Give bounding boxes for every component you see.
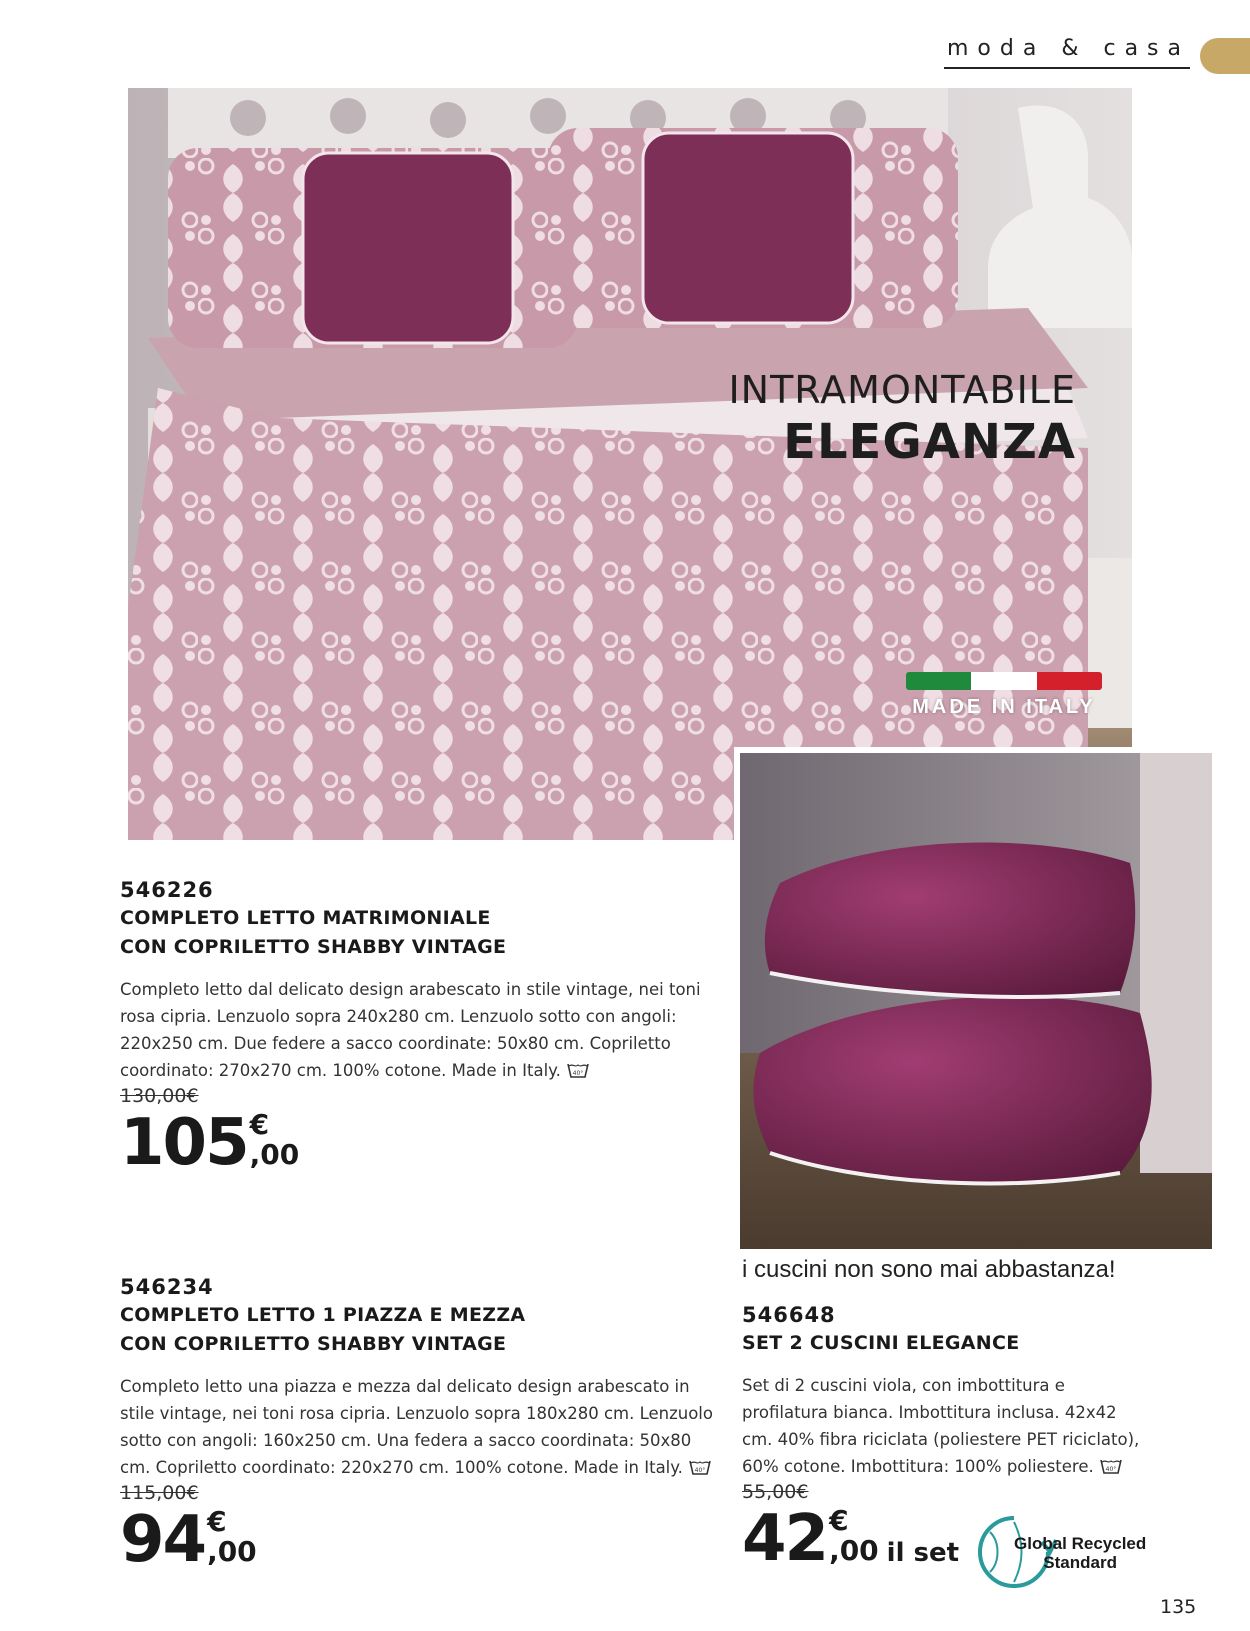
- product-546226: [120, 878, 720, 1180]
- product-title-line2: CON COPRILETTO SHABBY VINTAGE: [120, 936, 507, 958]
- wash-40-icon: [567, 1062, 589, 1078]
- grs-label-line2: Standard: [1043, 1553, 1117, 1572]
- grs-label-line1: Global Recycled: [1014, 1534, 1147, 1553]
- price-currency: €: [207, 1505, 227, 1538]
- grs-label: [1014, 1534, 1146, 1572]
- cushion-photo: [740, 753, 1212, 1249]
- product-546234: [120, 1275, 720, 1577]
- product-description-text: Completo letto dal delicato design arabescato in stile vintage, nei toni rosa cipria. Lenzuolo sopra 240x280 cm. Lenzuolo sotto con angoli: 220x250 cm. Due federe a sacco coordinate: 50x80 cm. Copriletto coordinato: 270x270 cm. 100% cotone. Made in Italy.: [120, 980, 701, 1080]
- price-currency: €: [249, 1108, 270, 1141]
- global-recycled-standard-logo: [970, 1512, 1150, 1592]
- made-in-italy-badge: [906, 672, 1102, 719]
- product-title-line1: SET 2 CUSCINI ELEGANCE: [742, 1332, 1020, 1354]
- page-number: 135: [1160, 1596, 1197, 1618]
- made-in-italy-label: MADE IN ITALY: [912, 696, 1096, 718]
- product-title-line1: COMPLETO LETTO MATRIMONIALE: [120, 907, 491, 929]
- product-title: [120, 904, 720, 962]
- price-decimals: ,00: [207, 1535, 257, 1568]
- product-description: [120, 1373, 720, 1481]
- old-price: 55,00€: [742, 1481, 809, 1503]
- product-code: 546234: [120, 1275, 214, 1299]
- product-description: [742, 1372, 1142, 1480]
- old-price: 130,00€: [120, 1085, 199, 1107]
- product-title-line2: CON COPRILETTO SHABBY VINTAGE: [120, 1333, 507, 1355]
- price-integer: 94: [120, 1503, 206, 1577]
- price-decimals: ,00: [249, 1138, 300, 1171]
- section-header: moda & casa: [944, 36, 1190, 69]
- cushion-photo-frame: [734, 747, 1230, 1267]
- price-integer: 105: [120, 1106, 248, 1180]
- price-unit: il set: [886, 1538, 960, 1568]
- price: [120, 1503, 720, 1577]
- product-title: [742, 1329, 1142, 1358]
- old-price: 115,00€: [120, 1482, 199, 1504]
- product-title: [120, 1301, 720, 1359]
- price: [120, 1106, 720, 1180]
- price-integer: 42: [742, 1502, 828, 1576]
- product-description-text: Set di 2 cuscini viola, con imbottitura e profilatura bianca. Imbottitura inclusa. 42x42 cm. 40% fibra riciclata (poliestere PET riciclato), 60% cotone. Imbottitura: 100% poliestere.: [742, 1376, 1140, 1476]
- price-currency: €: [829, 1504, 849, 1537]
- cushion-tagline: i cuscini non sono mai abbastanza!: [742, 1256, 1116, 1283]
- italian-flag-icon: [906, 672, 1102, 690]
- product-description: [120, 976, 720, 1084]
- svg-text:40°: 40°: [1105, 1466, 1117, 1473]
- section-tab: [1200, 38, 1250, 74]
- product-title-line1: COMPLETO LETTO 1 PIAZZA E MEZZA: [120, 1304, 526, 1326]
- hero-headline-line2: ELEGANZA: [783, 414, 1076, 470]
- product-code: 546648: [742, 1303, 836, 1327]
- hero-headline-line1: INTRAMONTABILE: [728, 368, 1076, 412]
- price-decimals: ,00: [829, 1534, 879, 1567]
- product-description-text: Completo letto una piazza e mezza dal delicato design arabescato in stile vintage, nei toni rosa cipria. Lenzuolo sopra 180x280 cm. Lenzuolo sotto con angoli: 160x250 cm. Una federa a sacco coordinata: 50x80 cm. Copriletto coordinato: 220x270 cm. 100% cotone. Made in Italy.: [120, 1377, 713, 1477]
- wash-40-icon: [1100, 1458, 1122, 1474]
- hero-headline: [728, 368, 1076, 470]
- svg-text:40°: 40°: [694, 1467, 706, 1474]
- hero-bed-photo: [128, 88, 1132, 840]
- wash-40-icon: [689, 1459, 711, 1475]
- product-code: 546226: [120, 878, 214, 902]
- svg-text:40°: 40°: [572, 1070, 584, 1077]
